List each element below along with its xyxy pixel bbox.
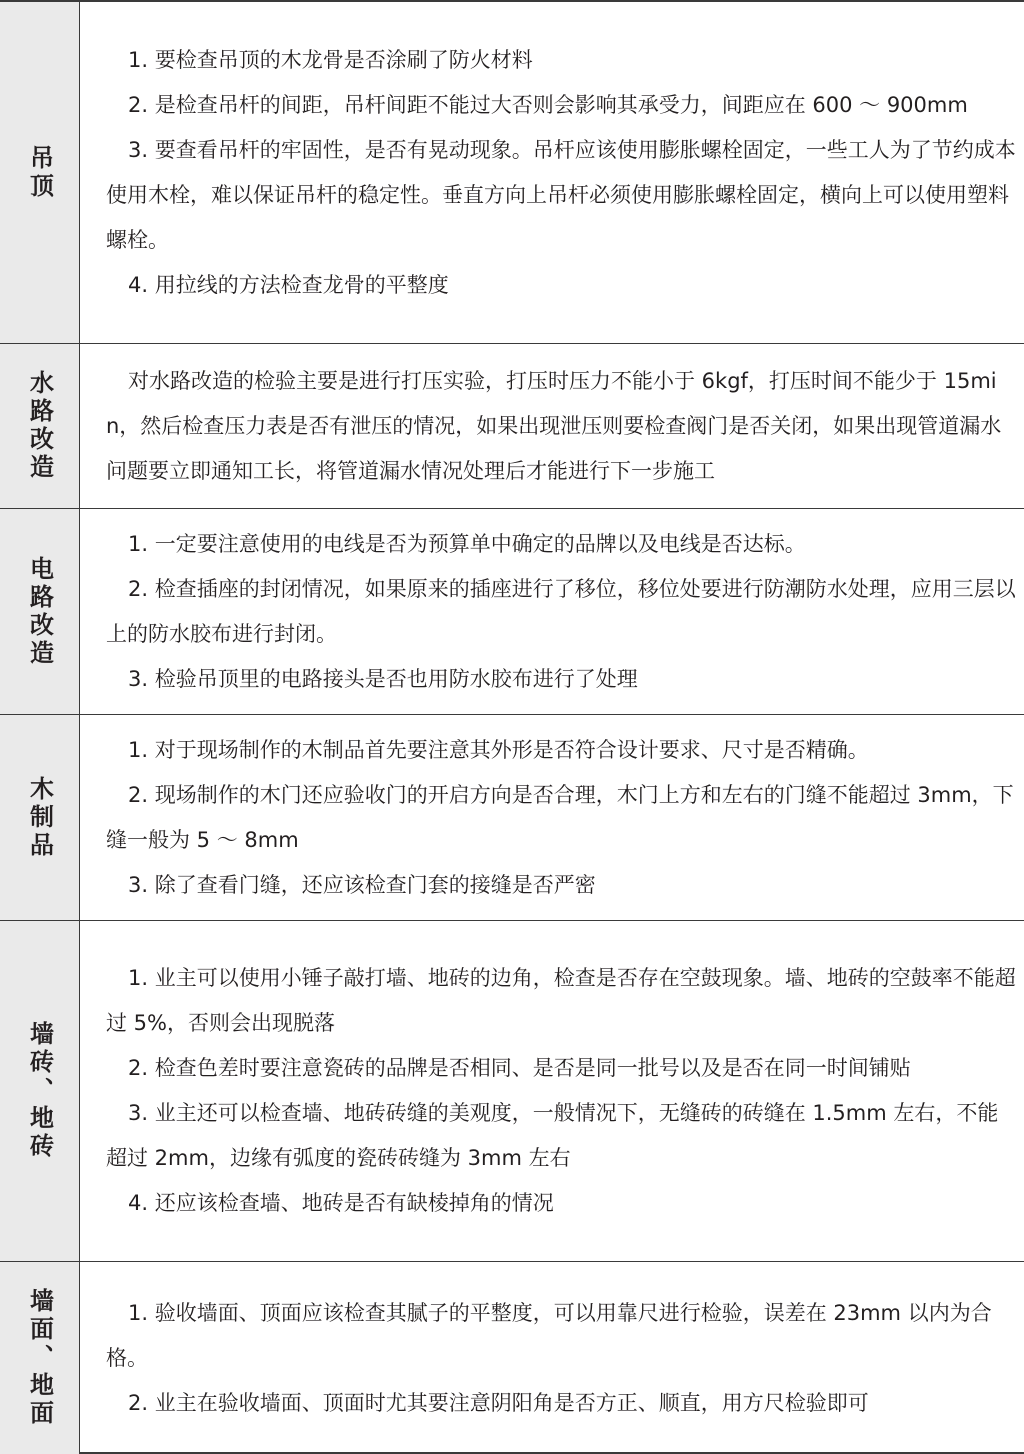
- row-label-cell: [0, 344, 80, 508]
- row-label: 水路改造: [25, 370, 54, 482]
- row-content-cell: [80, 344, 1024, 508]
- table-row-walls: [0, 1262, 1024, 1454]
- table-row-electrical: [0, 509, 1024, 715]
- row-label: 墙面、地面: [25, 1288, 54, 1428]
- table-row-ceiling: [0, 2, 1024, 344]
- table-row-plumbing: [0, 344, 1024, 509]
- list-item: 2. 检查插座的封闭情况，如果原来的插座进行了移位，移位处要进行防潮防水处理，应用三层以上的防水胶布进行封闭。: [106, 576, 1016, 646]
- row-label-cell: [0, 1262, 80, 1454]
- list-item: 1. 验收墙面、顶面应该检查其腻子的平整度，可以用靠尺进行检验，误差在 23mm 以内为合格。: [106, 1300, 992, 1370]
- row-label: 木制品: [25, 775, 54, 860]
- list-item: 1. 一定要注意使用的电线是否为预算单中确定的品牌以及电线是否达标。: [128, 531, 806, 556]
- list-item: 3. 业主还可以检查墙、地砖砖缝的美观度，一般情况下，无缝砖的砖缝在 1.5mm 左右，不能超过 2mm，边缘有弧度的瓷砖砖缝为 3mm 左右: [106, 1101, 999, 1170]
- list-item: 3. 除了查看门缝，还应该检查门套的接缝是否严密: [128, 872, 596, 897]
- row-content-cell: [80, 715, 1024, 920]
- list-item: 对水路改造的检验主要是进行打压实验，打压时压力不能小于 6kgf，打压时间不能少于 15min，然后检查压力表是否有泄压的情况，如果出现泄压则要检查阀门是否关闭，如果出现管道漏水问题要立即通知工长，将管道漏水情况处理后才能进行下一步施工: [106, 368, 1002, 483]
- row-label-cell: [0, 509, 80, 714]
- table-row-tiles: [0, 921, 1024, 1262]
- list-item: 2. 现场制作的木门还应验收门的开启方向是否合理，木门上方和左右的门缝不能超过 3mm，下缝一般为 5 ～ 8mm: [106, 782, 1014, 852]
- row-label-cell: [0, 2, 80, 343]
- row-label-cell: [0, 715, 80, 920]
- list-item: 4. 还应该检查墙、地砖是否有缺棱掉角的情况: [128, 1191, 554, 1215]
- table-row-woodwork: [0, 715, 1024, 921]
- list-item: 3. 检验吊顶里的电路接头是否也用防水胶布进行了处理: [128, 666, 638, 691]
- list-item: 2. 业主在验收墙面、顶面时尤其要注意阴阳角是否方正、顺直，用方尺检验即可: [128, 1390, 869, 1415]
- row-content-cell: [80, 921, 1024, 1261]
- row-label: 电路改造: [25, 555, 54, 668]
- list-item: 1. 业主可以使用小锤子敲打墙、地砖的边角，检查是否存在空鼓现象。墙、地砖的空鼓率不能超过 5%，否则会出现脱落: [106, 966, 1016, 1035]
- list-item: 1. 要检查吊顶的木龙骨是否涂刷了防火材料: [128, 47, 533, 72]
- list-item: 3. 要查看吊杆的牢固性，是否有晃动现象。吊杆应该使用膨胀螺栓固定，一些工人为了节约成本使用木栓，难以保证吊杆的稳定性。垂直方向上吊杆必须使用膨胀螺栓固定，横向上可以使用塑料螺栓。: [106, 137, 1016, 252]
- row-label-cell: [0, 921, 80, 1261]
- list-item: 4. 用拉线的方法检查龙骨的平整度: [128, 272, 449, 297]
- list-item: 2. 检查色差时要注意瓷砖的品牌是否相同、是否是同一批号以及是否在同一时间铺贴: [128, 1056, 911, 1080]
- row-label: 吊顶: [25, 144, 54, 201]
- row-label: 墙砖、地砖: [25, 1021, 54, 1161]
- row-content-cell: [80, 2, 1024, 343]
- row-content-cell: [80, 509, 1024, 714]
- list-item: 2. 是检查吊杆的间距，吊杆间距不能过大否则会影响其承受力，间距应在 600 ～ 900mm: [128, 92, 968, 117]
- row-content-cell: [80, 1262, 1024, 1454]
- list-item: 1. 对于现场制作的木制品首先要注意其外形是否符合设计要求、尺寸是否精确。: [128, 737, 869, 762]
